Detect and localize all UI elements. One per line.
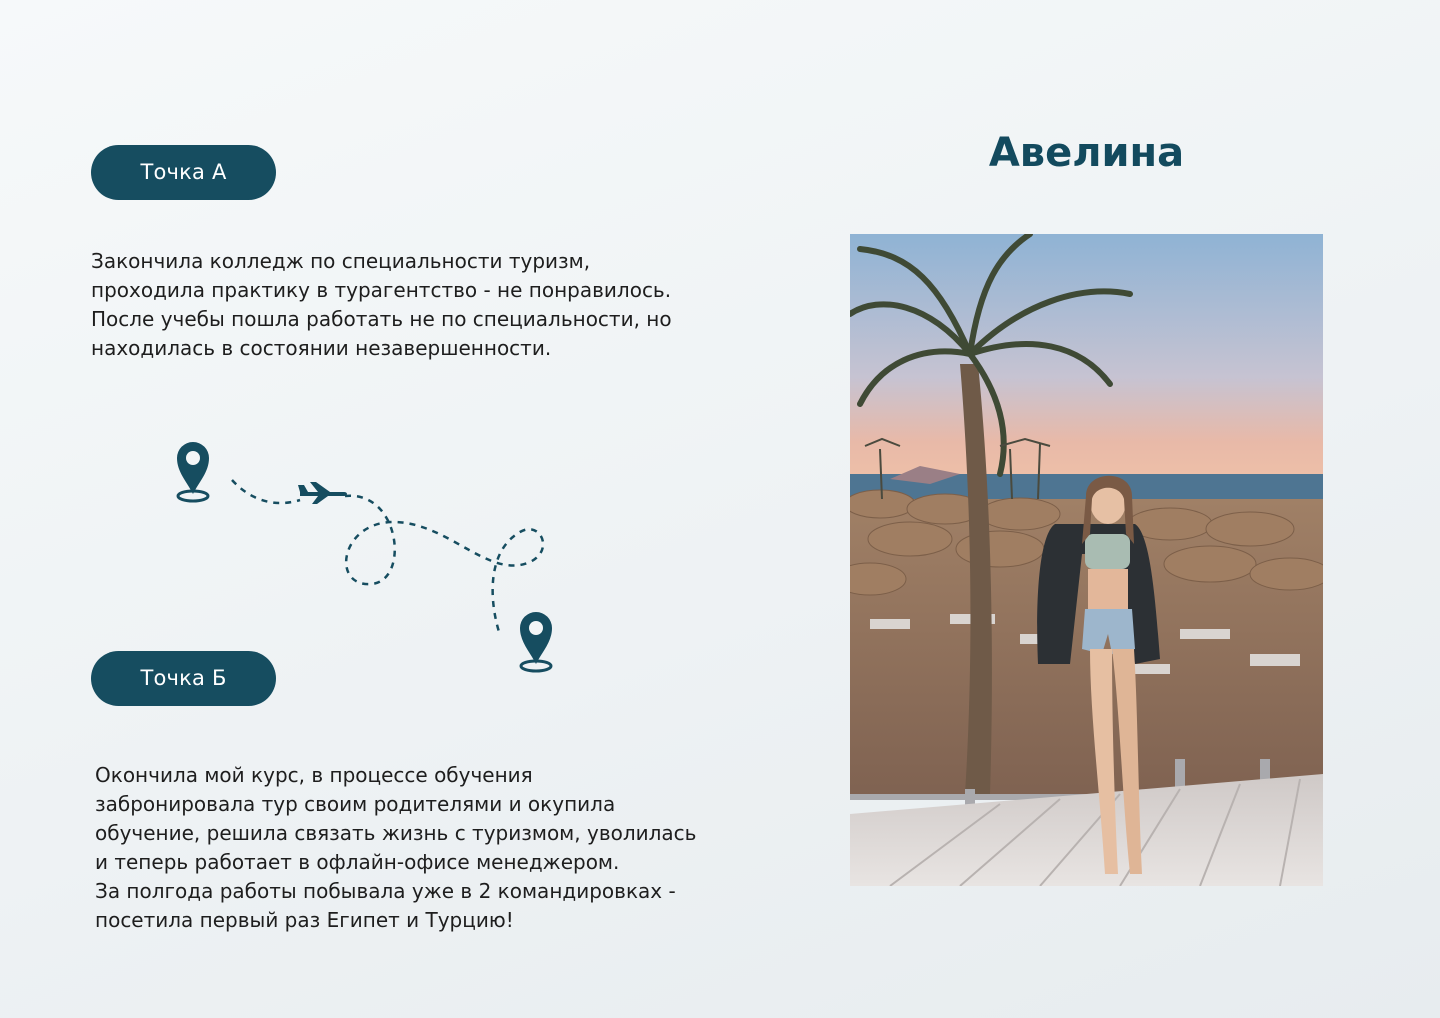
person-photo (850, 234, 1323, 886)
person-name: Авелина (988, 130, 1185, 176)
airplane-icon (298, 482, 347, 504)
location-pin-icon (177, 442, 209, 501)
point-b-label: Точка Б (140, 666, 227, 690)
location-pin-icon (520, 612, 552, 671)
point-a-badge (91, 145, 276, 200)
point-a-description: Закончила колледж по специальности туризм, проходила практику в турагентство - не понравилось. После учебы пошла работать не по специальности, но находилась в состоянии незавершенности. (91, 249, 672, 360)
point-b-badge (91, 651, 276, 706)
point-b-description: Окончила мой курс, в процессе обучения забронировала тур своим родителями и окупила обучение, решила связать жизнь с туризмом, уволилась и теперь работает в офлайн-офисе менеджером. За полгода работы побывала уже в 2 командировках - посетила первый раз Египет и Турцию! (95, 763, 697, 932)
route-path-icon (160, 430, 580, 680)
point-a-label: Точка А (140, 160, 227, 184)
